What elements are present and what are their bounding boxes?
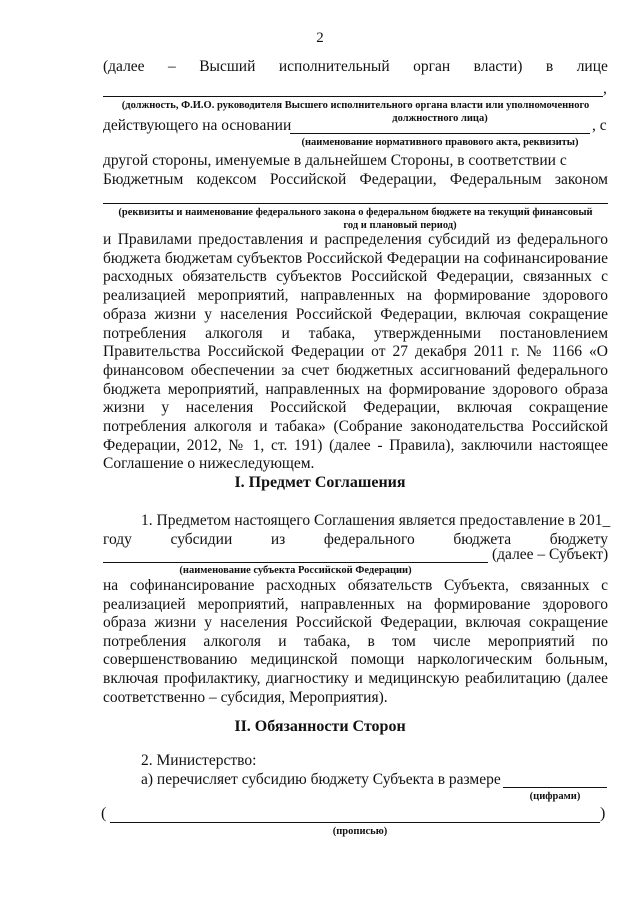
intro-word: исполнительный — [278, 58, 390, 75]
caption-position: (должность, Ф.И.О. руководителя Высшего исполнительного органа власти или уполномоченного — [121, 100, 590, 111]
section-1-word: году — [103, 531, 132, 548]
section-2-heading: II. Обязанности Сторон — [234, 718, 406, 735]
caption-words: (прописью) — [332, 826, 388, 837]
intro-line-3: другой стороны, именуемые в дальнейшем Стороны, в соответствии с — [103, 152, 567, 169]
intro-line-4 — [103, 170, 608, 189]
page-number: 2 — [316, 30, 324, 46]
subject-blank-line — [103, 562, 488, 563]
intro-word: лице — [576, 58, 608, 75]
intro-line-1 — [103, 57, 608, 76]
intro-word: орган — [413, 58, 451, 75]
section-1-word: субсидии — [170, 531, 233, 548]
section-1-heading: I. Предмет Соглашения — [234, 474, 406, 491]
intro-word: в — [545, 58, 554, 75]
acting-comma: , с — [592, 117, 607, 134]
intro-word: (далее — [103, 58, 145, 75]
acting-basis-label: действующего на основании — [103, 117, 292, 134]
caption-basis: (наименование нормативного правового акта, реквизиты) — [301, 137, 579, 148]
caption-federal-law-2: год и плановый период) — [343, 220, 457, 231]
intro-word: Федерации, — [359, 171, 437, 188]
basis-blank-line — [290, 133, 590, 134]
section-1-word: из — [270, 531, 286, 548]
position-blank-line — [103, 96, 603, 97]
preamble-paragraph: и Правилами предоставления и распределения субсидий из федерального бюджета бюджетам субъектов Российской Федерации на софинансирование расходных обязательств субъектов Российской Федерации, связанных с реализацией мероприятий, направленных на формирование здорового образа жизни у населения Российской Федерации, включая сокращение потребления алкоголя и табака, утвержденными постановлением Правительства Российской Федерации от 27 декабря 2011 г. № 1166 «О финансовом обеспечении за счет бюджетных ассигнований федерального бюджета мероприятий, направленных на формирование здорового образа жизни у населения Российской Федерации, включая сокращение потребления алкоголя и табака» (Собрание законодательства Российской Федерации, 2012, № 1, ст. 191) (далее - Правила), заключили настоящее Соглашение о нижеследующем. — [103, 231, 608, 473]
intro-word: Бюджетным — [103, 171, 184, 188]
caption-digits: (цифрами) — [529, 791, 581, 802]
intro-word: Высший — [199, 58, 256, 75]
intro-word: кодексом — [196, 171, 257, 188]
intro-word: законом — [554, 171, 608, 188]
intro-word: Российской — [269, 171, 347, 188]
caption-position-2: должностного лица) — [392, 113, 488, 124]
intro-word: Федеральным — [449, 171, 542, 188]
caption-federal-law: (реквизиты и наименование федерального закона о федеральном бюджете на текущий финансовый — [118, 207, 593, 218]
amount-digits-blank-line — [503, 787, 607, 788]
section-1-paragraph: на софинансирование расходных обязательств Субъекта, связанных с реализацией мероприятий, направленных на формирование здорового образа жизни у населения Российской Федерации, включая сокращение потребления алкоголя и табака, в том числе мероприятий по совершенствованию медицинской помощи наркологическим больным, включая профилактику, диагностику и медицинскую реабилитацию (далее соответственно – субсидия, Мероприятия). — [103, 577, 608, 706]
section-1-word: бюджета — [453, 531, 512, 548]
section-1-word: федерального — [323, 531, 415, 548]
item-2-ministry: 2. Министерство: — [141, 752, 257, 769]
amount-words-blank-line — [110, 822, 600, 823]
subject-suffix: (далее – Субъект) — [492, 546, 609, 563]
section-1-line-1: 1. Предметом настоящего Соглашения является предоставление в 201_ — [141, 512, 611, 529]
item-a-transfer: а) перечисляет субсидию бюджету Субъекта в размере — [141, 771, 501, 788]
close-paren: ) — [600, 805, 606, 822]
caption-subject: (наименование субъекта Российской Федерации) — [179, 565, 412, 576]
section-1-word: бюджету — [549, 531, 608, 548]
intro-word: власти) — [473, 58, 523, 75]
intro-word: – — [168, 58, 176, 75]
open-paren: ( — [101, 805, 107, 822]
federal-law-blank-line — [103, 203, 608, 204]
comma: , — [603, 80, 607, 97]
